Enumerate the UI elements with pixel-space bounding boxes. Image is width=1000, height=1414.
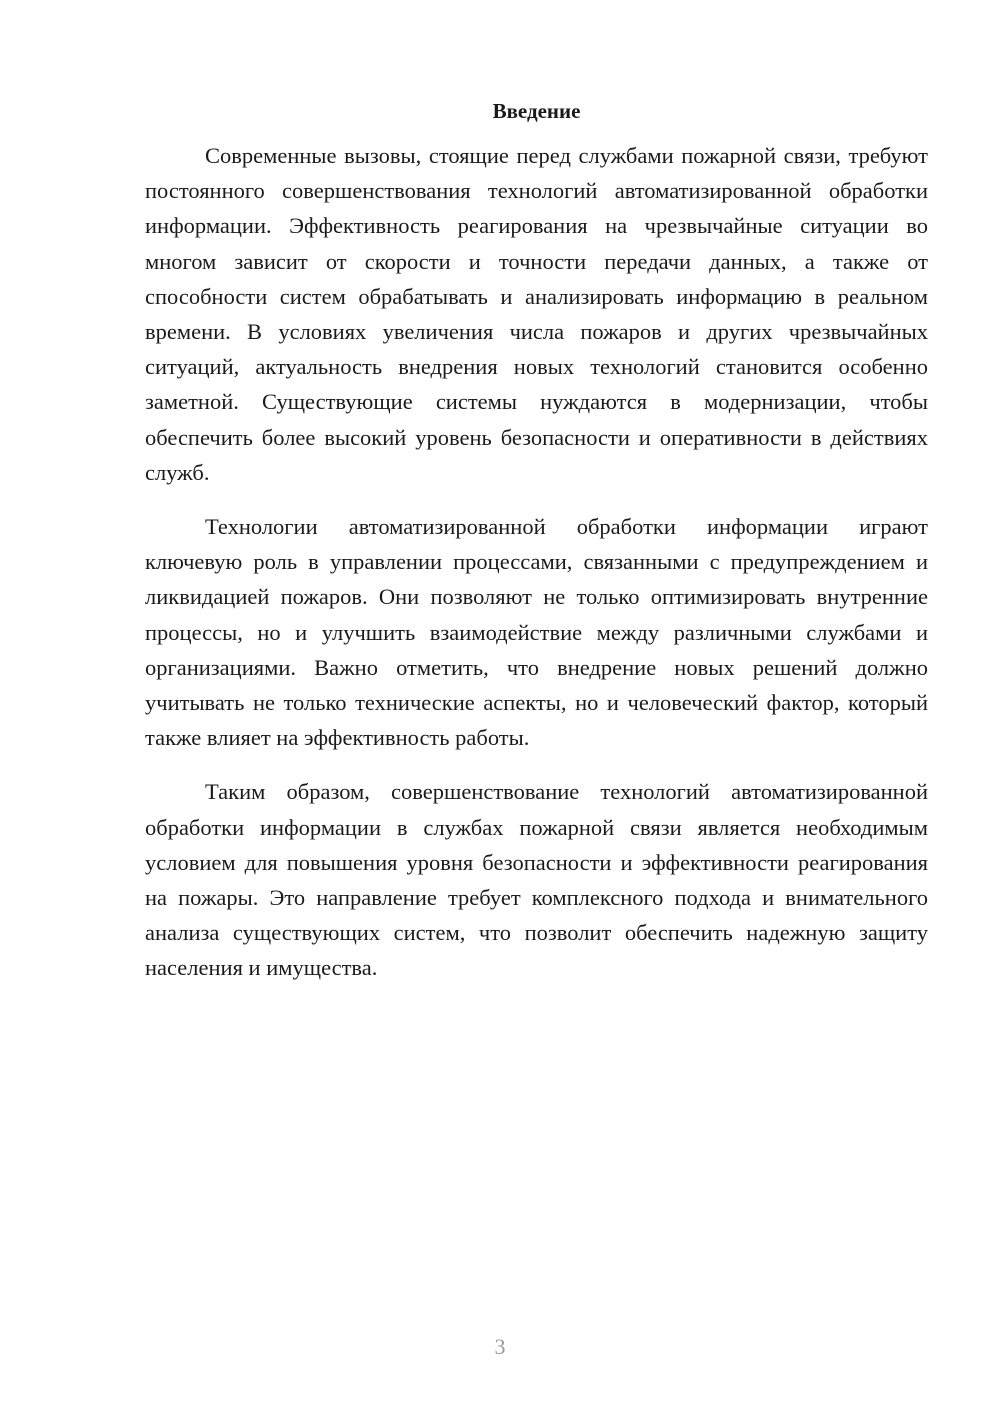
paragraph-1: Современные вызовы, стоящие перед службами пожарной связи, требуют постоянного совершенствования технологий автоматизированной обработки информации. Эффективность реагирования на чрезвычайные ситуации во многом зависит от скорости и точности передачи данных, а также от способности систем обрабатывать и анализировать информацию в реальном времени. В условиях увеличения числа пожаров и других чрезвычайных ситуаций, актуальность внедрения новых технологий становится особенно заметной. Существующие системы нуждаются в модернизации, чтобы обеспечить более высокий уровень безопасности и оперативности в действиях служб.: [145, 143, 928, 485]
section-heading: Введение: [492, 99, 581, 123]
page-number: 3: [494, 1334, 506, 1359]
page-content: [145, 96, 928, 1005]
paragraph-3: Таким образом, совершенствование технологий автоматизированной обработки информации в службах пожарной связи является необходимым условием для повышения уровня безопасности и эффективности реагирования на пожары. Это направление требует комплексного подхода и внимательного анализа существующих систем, что позволит обеспечить надежную защиту населения и имущества.: [145, 779, 928, 981]
paragraph-2: Технологии автоматизированной обработки информации играют ключевую роль в управлении процессами, связанными с предупреждением и ликвидацией пожаров. Они позволяют не только оптимизировать внутренние процессы, но и улучшить взаимодействие между различными службами и организациями. Важно отметить, что внедрение новых решений должно учитывать не только технические аспекты, но и человеческий фактор, который также влияет на эффективность работы.: [145, 514, 928, 751]
